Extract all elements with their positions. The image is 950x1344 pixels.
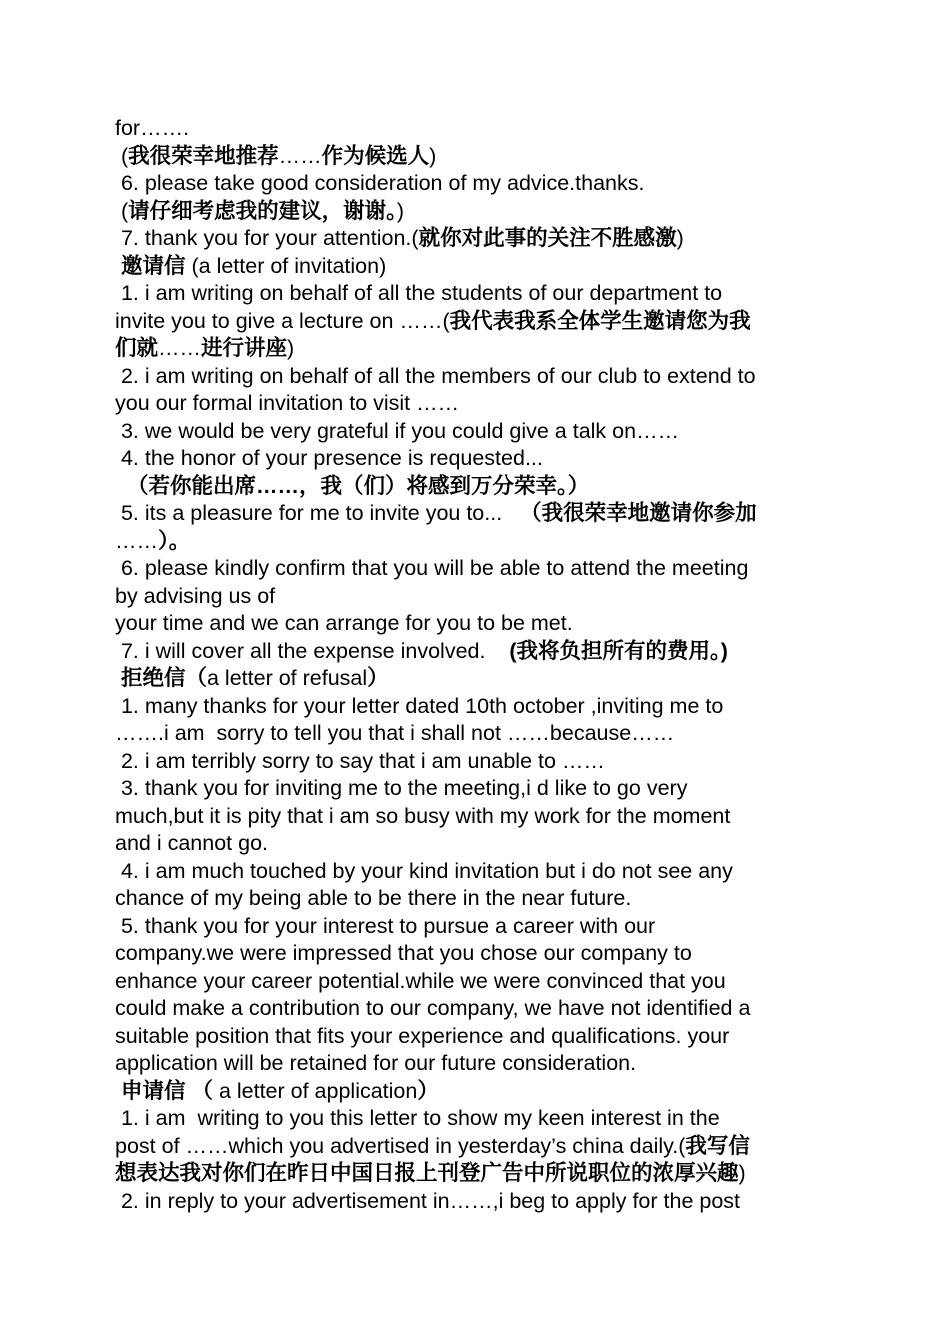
- text-segment: company.we were impressed that you chose our company to: [115, 941, 692, 965]
- text-line: [115, 995, 835, 1023]
- text-line: [115, 390, 835, 418]
- text-segment: ): [396, 198, 405, 223]
- text-line: [115, 335, 835, 363]
- text-line: [115, 1160, 835, 1188]
- text-segment: ): [738, 1161, 746, 1185]
- text-line: [115, 1050, 835, 1078]
- bold-text-segment: 我写信: [685, 1133, 750, 1158]
- text-line: [115, 280, 835, 308]
- text-segment: …….i am sorry to tell you that i shall not ……because……: [115, 721, 675, 745]
- text-line: [115, 610, 835, 638]
- text-segment: 1. i am writing on behalf of all the students of our department to: [115, 281, 723, 305]
- text-segment: (: [115, 143, 129, 168]
- text-line: [115, 1188, 835, 1216]
- text-segment: and i cannot go.: [115, 831, 269, 855]
- text-line: [115, 143, 835, 171]
- bold-text-segment: 拒绝信（: [120, 666, 207, 690]
- text-segment: invite you to give a lecture on ……(: [115, 308, 450, 333]
- text-line: [115, 720, 835, 748]
- text-segment: enhance your career potential.while we were convinced that you: [115, 968, 726, 993]
- text-segment: ): [287, 336, 295, 360]
- bold-text-segment: ）: [417, 1078, 439, 1103]
- text-line: [115, 665, 835, 693]
- text-line: [115, 940, 835, 968]
- bold-text-segment: 们就: [115, 336, 159, 360]
- text-segment: 4. i am much touched by your kind invitation but i do not see any: [115, 858, 733, 883]
- text-line: [115, 225, 835, 253]
- bold-text-segment: ）。: [158, 528, 191, 553]
- bold-text-segment: ）: [367, 666, 389, 690]
- bold-text-segment: 作为候选人: [321, 143, 430, 168]
- text-line: [115, 170, 835, 198]
- text-segment: ……: [278, 143, 322, 168]
- text-segment: you our formal invitation to visit ……: [115, 391, 460, 415]
- text-segment: 4. the honor of your presence is requested...: [115, 446, 543, 470]
- bold-text-segment: 请仔细考虑我的建议，谢谢。: [128, 198, 397, 223]
- text-line: [115, 473, 835, 501]
- text-line: [115, 913, 835, 941]
- bold-text-segment: 邀请信: [120, 253, 186, 278]
- text-line: [115, 418, 835, 446]
- text-segment: 2. in reply to your advertisement in……,i beg to apply for the post: [115, 1188, 741, 1213]
- text-line: [115, 968, 835, 996]
- bold-text-segment: （若你能出席……，我（们）将感到万分荣幸。）: [115, 473, 590, 498]
- text-line: [115, 583, 835, 611]
- text-segment: 5. its a pleasure for me to invite you to...: [115, 501, 521, 525]
- text-segment: 2. i am terribly sorry to say that i am unable to ……: [115, 748, 605, 773]
- text-line: [115, 748, 835, 776]
- bold-text-segment: 想表达我对你们在昨日中国日报上刊登广告中所说职位的浓厚兴趣: [115, 1161, 739, 1185]
- text-line: [115, 1133, 835, 1161]
- text-segment: suitable position that fits your experience and qualifications. your: [115, 1023, 730, 1048]
- text-line: [115, 253, 835, 281]
- bold-text-segment: 申请信 （: [120, 1078, 213, 1103]
- text-line: [115, 308, 835, 336]
- text-segment: 2. i am writing on behalf of all the members of our club to extend to: [115, 363, 756, 388]
- text-line: [115, 638, 835, 666]
- bold-text-segment: 我很荣幸地推荐: [128, 143, 279, 168]
- text-segment: 7. i will cover all the expense involved.: [115, 638, 510, 663]
- text-line: [115, 198, 835, 226]
- text-line: [115, 1105, 835, 1133]
- text-line: [115, 1023, 835, 1051]
- text-segment: ……: [158, 336, 202, 360]
- text-segment: 7. thank you for your attention.(: [115, 226, 419, 250]
- text-line: [115, 1078, 835, 1106]
- text-line: [115, 115, 835, 143]
- text-line: [115, 693, 835, 721]
- text-segment: (: [115, 198, 129, 223]
- bold-text-segment: 就你对此事的关注不胜感激: [418, 226, 677, 250]
- text-line: [115, 528, 835, 556]
- text-segment: 3. thank you for inviting me to the meeting,i d like to go very: [115, 776, 688, 800]
- text-line: [115, 858, 835, 886]
- text-segment: a letter of refusal: [207, 666, 368, 690]
- text-segment: 1. many thanks for your letter dated 10th october ,inviting me to: [115, 693, 724, 718]
- text-segment: 5. thank you for your interest to pursue a career with our: [115, 913, 656, 938]
- text-segment: 3. we would be very grateful if you could give a talk on……: [115, 418, 680, 443]
- bold-text-segment: 我代表我系全体学生邀请您为我: [449, 308, 751, 333]
- text-line: [115, 830, 835, 858]
- document-body: [115, 115, 835, 1215]
- text-segment: 6. please take good consideration of my advice.thanks.: [115, 171, 645, 195]
- text-segment: could make a contribution to our company, we have not identified a: [115, 996, 751, 1020]
- text-segment: application will be retained for our future consideration.: [115, 1051, 637, 1075]
- text-segment: by advising us of: [115, 583, 276, 608]
- text-segment: ): [429, 143, 437, 168]
- text-segment: ): [676, 226, 684, 250]
- text-segment: 6. please kindly confirm that you will be able to attend the meeting: [115, 556, 749, 580]
- text-segment: your time and we can arrange for you to be met.: [115, 611, 573, 635]
- text-segment: 1. i am writing to you this letter to show my keen interest in the: [115, 1106, 720, 1130]
- text-line: [115, 885, 835, 913]
- text-segment: a letter of application: [212, 1078, 418, 1103]
- text-line: [115, 775, 835, 803]
- bold-text-segment: 进行讲座: [201, 336, 288, 360]
- text-line: [115, 500, 835, 528]
- text-line: [115, 363, 835, 391]
- bold-text-segment: （我很荣幸地邀请你参加: [520, 501, 757, 525]
- text-segment: post of ……which you advertised in yesterday’s china daily.(: [115, 1133, 686, 1158]
- bold-text-segment: (我将负担所有的费用。): [509, 638, 728, 663]
- text-segment: ……: [115, 528, 158, 553]
- text-line: [115, 555, 835, 583]
- text-line: [115, 803, 835, 831]
- text-segment: much,but it is pity that i am so busy with my work for the moment: [115, 803, 731, 828]
- text-line: [115, 445, 835, 473]
- text-segment: chance of my being able to be there in the near future.: [115, 886, 632, 910]
- text-segment: for…….: [115, 116, 190, 140]
- text-segment: (a letter of invitation): [185, 253, 387, 278]
